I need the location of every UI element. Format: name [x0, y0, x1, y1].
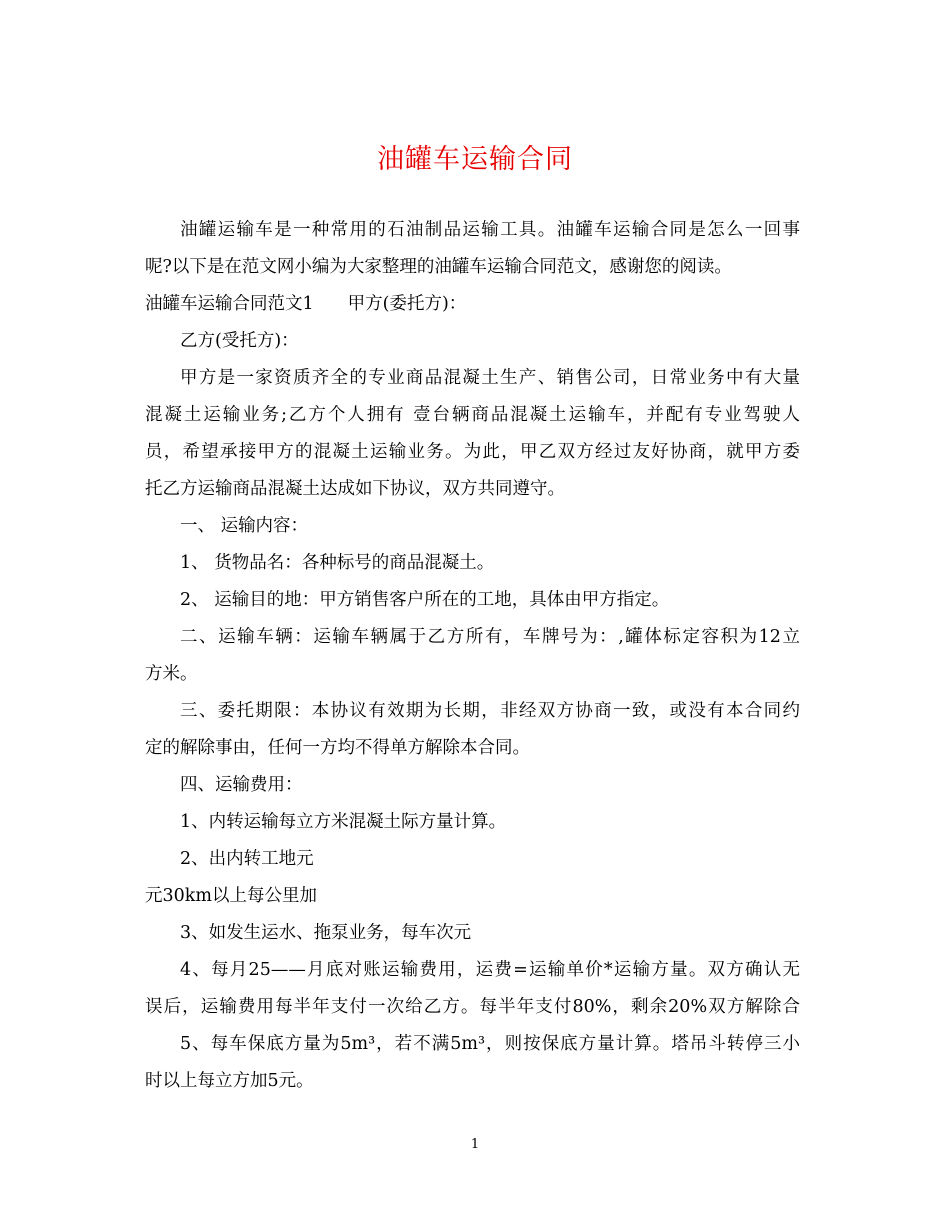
paragraph-line: 托乙方运输商品混凝土达成如下协议，双方共同遵守。	[145, 479, 565, 499]
paragraph-line: 油罐运输车是一种常用的石油制品运输工具。油罐车运输合同是怎么一回事	[180, 220, 800, 240]
paragraph-line: 二、运输车辆：运输车辆属于乙方所有，车牌号为：,罐体标定容积为12立	[180, 627, 800, 647]
list-item: 2、 运输目的地：甲方销售客户所在的工地，具体由甲方指定。	[180, 590, 670, 610]
paragraph-line: 元30km以上每公里加	[145, 886, 317, 906]
list-item: 4、每月25——月底对账运输费用，运费=运输单价*运输方量。双方确认无	[180, 960, 800, 980]
paragraph-line: 方米。	[145, 664, 198, 684]
list-item: 1、内转运输每立方米混凝土际方量计算。	[180, 812, 507, 832]
section-heading: 一、 运输内容：	[180, 516, 309, 536]
list-item: 2、出内转工地元	[180, 849, 314, 869]
paragraph-line: 时以上每立方加5元。	[145, 1071, 314, 1091]
document-title: 油罐车运输合同	[377, 144, 573, 175]
paragraph-line: 混凝土运输业务;乙方个人拥有 壹台辆商品混凝土运输车，并配有专业驾驶人	[145, 405, 800, 425]
document-body	[145, 212, 800, 1100]
page-number: 1	[470, 1137, 480, 1152]
list-item: 1、 货物品名：各种标号的商品混凝土。	[180, 553, 495, 573]
list-item: 5、每车保底方量为5m³，若不满5m³，则按保底方量计算。塔吊斗转停三小	[180, 1034, 800, 1054]
paragraph-line: 三、委托期限：本协议有效期为长期，非经双方协商一致，或没有本合同约	[180, 701, 800, 721]
party-b-label: 乙方(受托方)：	[180, 331, 299, 351]
paragraph-line: 员，希望承接甲方的混凝土运输业务。为此，甲乙双方经过友好协商，就甲方委	[145, 442, 800, 462]
sample-heading: 油罐车运输合同范文1	[145, 294, 314, 314]
party-a-label: 甲方(委托方)：	[347, 294, 467, 314]
list-item: 3、如发生运水、拖泵业务，每车次元	[180, 923, 472, 943]
paragraph-line: 误后，运输费用每半年支付一次给乙方。每半年支付80%，剩余20%双方解除合	[145, 997, 800, 1017]
section-heading: 四、运输费用：	[180, 775, 303, 795]
paragraph-line: 定的解除事由，任何一方均不得单方解除本合同。	[145, 738, 530, 758]
paragraph-line: 甲方是一家资质齐全的专业商品混凝土生产、销售公司，日常业务中有大量	[180, 368, 800, 388]
paragraph-line: 呢?以下是在范文网小编为大家整理的油罐车运输合同范文，感谢您的阅读。	[145, 257, 732, 277]
paragraph-line	[145, 286, 800, 323]
